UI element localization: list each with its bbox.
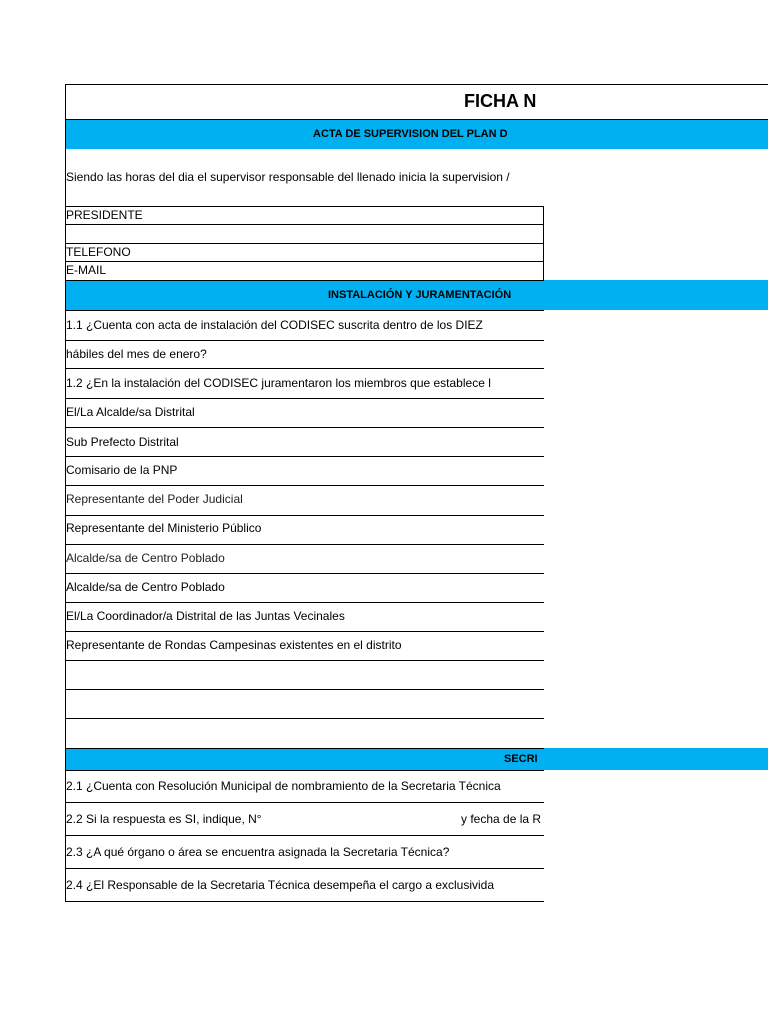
presidente-label: PRESIDENTE <box>66 208 143 222</box>
section-header-instalacion: INSTALACIÓN Y JURAMENTACIÓN <box>328 289 512 301</box>
email-label: E-MAIL <box>66 263 107 277</box>
spreadsheet-form <box>65 84 768 902</box>
member-row: Comisario de la PNP <box>66 463 178 477</box>
section-header-secretaria: SECRI <box>504 753 538 765</box>
page-title: FICHA N <box>464 91 537 111</box>
member-row: El/La Coordinador/a Distrital de las Juntas Vecinales <box>66 609 345 623</box>
question-1-1-line2: hábiles del mes de enero? <box>66 347 207 361</box>
member-row: Sub Prefecto Distrital <box>66 435 179 449</box>
question-2-2-label: 2.2 Si la respuesta es SI, indique, N° <box>66 812 262 826</box>
question-1-1-line1: 1.1 ¿Cuenta con acta de instalación del CODISEC suscrita dentro de los DIEZ <box>66 318 483 332</box>
question-2-3: 2.3 ¿A qué órgano o área se encuentra asignada la Secretaria Técnica? <box>66 845 450 859</box>
question-1-2: 1.2 ¿En la instalación del CODISEC juramentaron los miembros que establece l <box>66 376 491 390</box>
member-row: Representante del Poder Judicial <box>66 492 243 506</box>
member-row: Alcalde/sa de Centro Poblado <box>66 580 225 594</box>
member-row: Representante de Rondas Campesinas existentes en el distrito <box>66 638 402 652</box>
section-header-acta: ACTA DE SUPERVISION DEL PLAN D <box>313 128 508 140</box>
member-row: Alcalde/sa de Centro Poblado <box>66 551 225 565</box>
intro-text: Siendo las horas del dia el supervisor responsable del llenado inicia la supervision / <box>66 170 510 184</box>
question-2-4: 2.4 ¿El Responsable de la Secretaria Técnica desempeña el cargo a exclusivida <box>66 878 495 892</box>
member-row: Representante del Ministerio Público <box>66 521 262 535</box>
visible-text-area <box>65 84 544 902</box>
question-2-1: 2.1 ¿Cuenta con Resolución Municipal de nombramiento de la Secretaria Técnica <box>66 779 501 793</box>
telefono-label: TELEFONO <box>66 245 131 259</box>
member-row: El/La Alcalde/sa Distrital <box>66 405 195 419</box>
question-2-2-date-label: y fecha de la R <box>461 812 542 826</box>
